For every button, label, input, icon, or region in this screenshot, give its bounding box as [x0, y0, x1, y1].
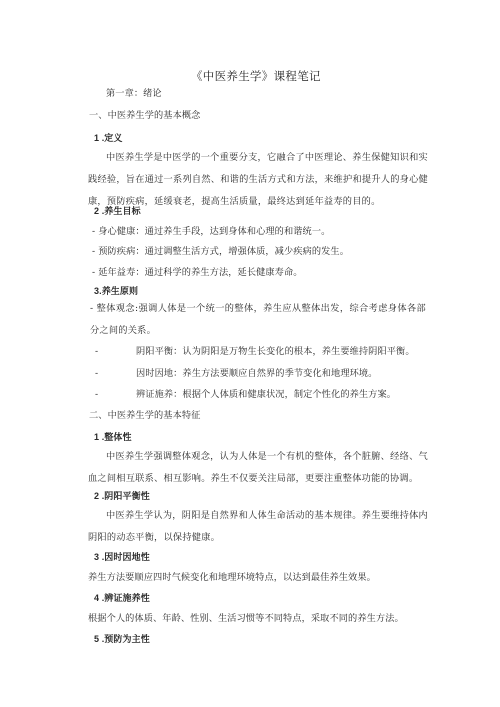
- syndrome-paragraph: 根据个人的体质、年龄、性别、生活习惯等不同特点，采取不同的养生方法。: [88, 613, 404, 624]
- principles-label: 3.养生原则: [94, 286, 139, 296]
- section2-heading: 二、中医养生学的基本特征: [89, 410, 201, 421]
- principle-dash-2: -: [95, 368, 99, 379]
- definition-label: 1 .定义: [94, 133, 123, 143]
- document-title: 《中医养生学》课程笔记: [191, 69, 321, 83]
- yinyang-paragraph: 中医养生学认为，阴阳是自然界和人体生命活动的基本规律。养生要维持体内阴阳的动态平衡，以保持健康。: [88, 510, 428, 543]
- definition-paragraph: 中医养生学是中医学的一个重要分支，它融合了中医理论、养生保健知识和实践经验，旨在通过一系列自然、和谐的生活方式和方法，来维护和提升人的身心健康，预防疾病，延缓衰老，提高生活质量，最终达到延年益寿的目的。: [88, 152, 428, 207]
- principle-dash-1: -: [95, 346, 99, 357]
- goal-item-3: - 延年益寿：通过科学的养生方法，延长健康寿命。: [92, 267, 303, 278]
- goal-item-2: - 预防疾病：通过调整生活方式，增强体质，减少疾病的发生。: [92, 246, 349, 257]
- chapter-heading: 第一章：绪论: [106, 88, 162, 99]
- timeplace-paragraph: 养生方法要顺应四时气候变化和地理环境特点，以达到最佳养生效果。: [88, 572, 376, 583]
- principle-dash-3: -: [95, 389, 99, 400]
- goal-item-1: - 身心健康：通过养生手段，达到身体和心理的和谐统一。: [92, 226, 331, 237]
- syndrome-label: 4 .辨证施养性: [94, 593, 150, 603]
- timeplace-label: 3 .因时因地性: [94, 552, 150, 562]
- principles-intro: - 整体观念:强调人体是一个统一的整体，养生应从整体出发，综合考虑身体各部分之间的关系。: [90, 303, 426, 336]
- prevention-label: 5 .预防为主性: [94, 634, 150, 644]
- yinyang-label: 2 .阴阳平衡性: [94, 491, 150, 501]
- holism-label: 1 .整体性: [94, 432, 132, 442]
- principle-item-1: 阴阳平衡：认为阴阳是万物生长变化的根本，养生要维持阴阳平衡。: [136, 346, 415, 357]
- holism-paragraph: 中医养生学强调整体观念，认为人体是一个有机的整体，各个脏腑、经络、气血之间相互联系、相互影响。养生不仅要关注局部，更要注重整体功能的协调。: [88, 451, 428, 484]
- section1-heading: 一、中医养生学的基本概念: [89, 110, 201, 121]
- goals-label: 2 .养生目标: [94, 206, 141, 216]
- principle-item-3: 辨证施养：根据个人体质和健康状况，制定个性化的养生方案。: [136, 389, 397, 400]
- principle-item-2: 因时因地：养生方法要顺应自然界的季节变化和地理环境。: [136, 368, 378, 379]
